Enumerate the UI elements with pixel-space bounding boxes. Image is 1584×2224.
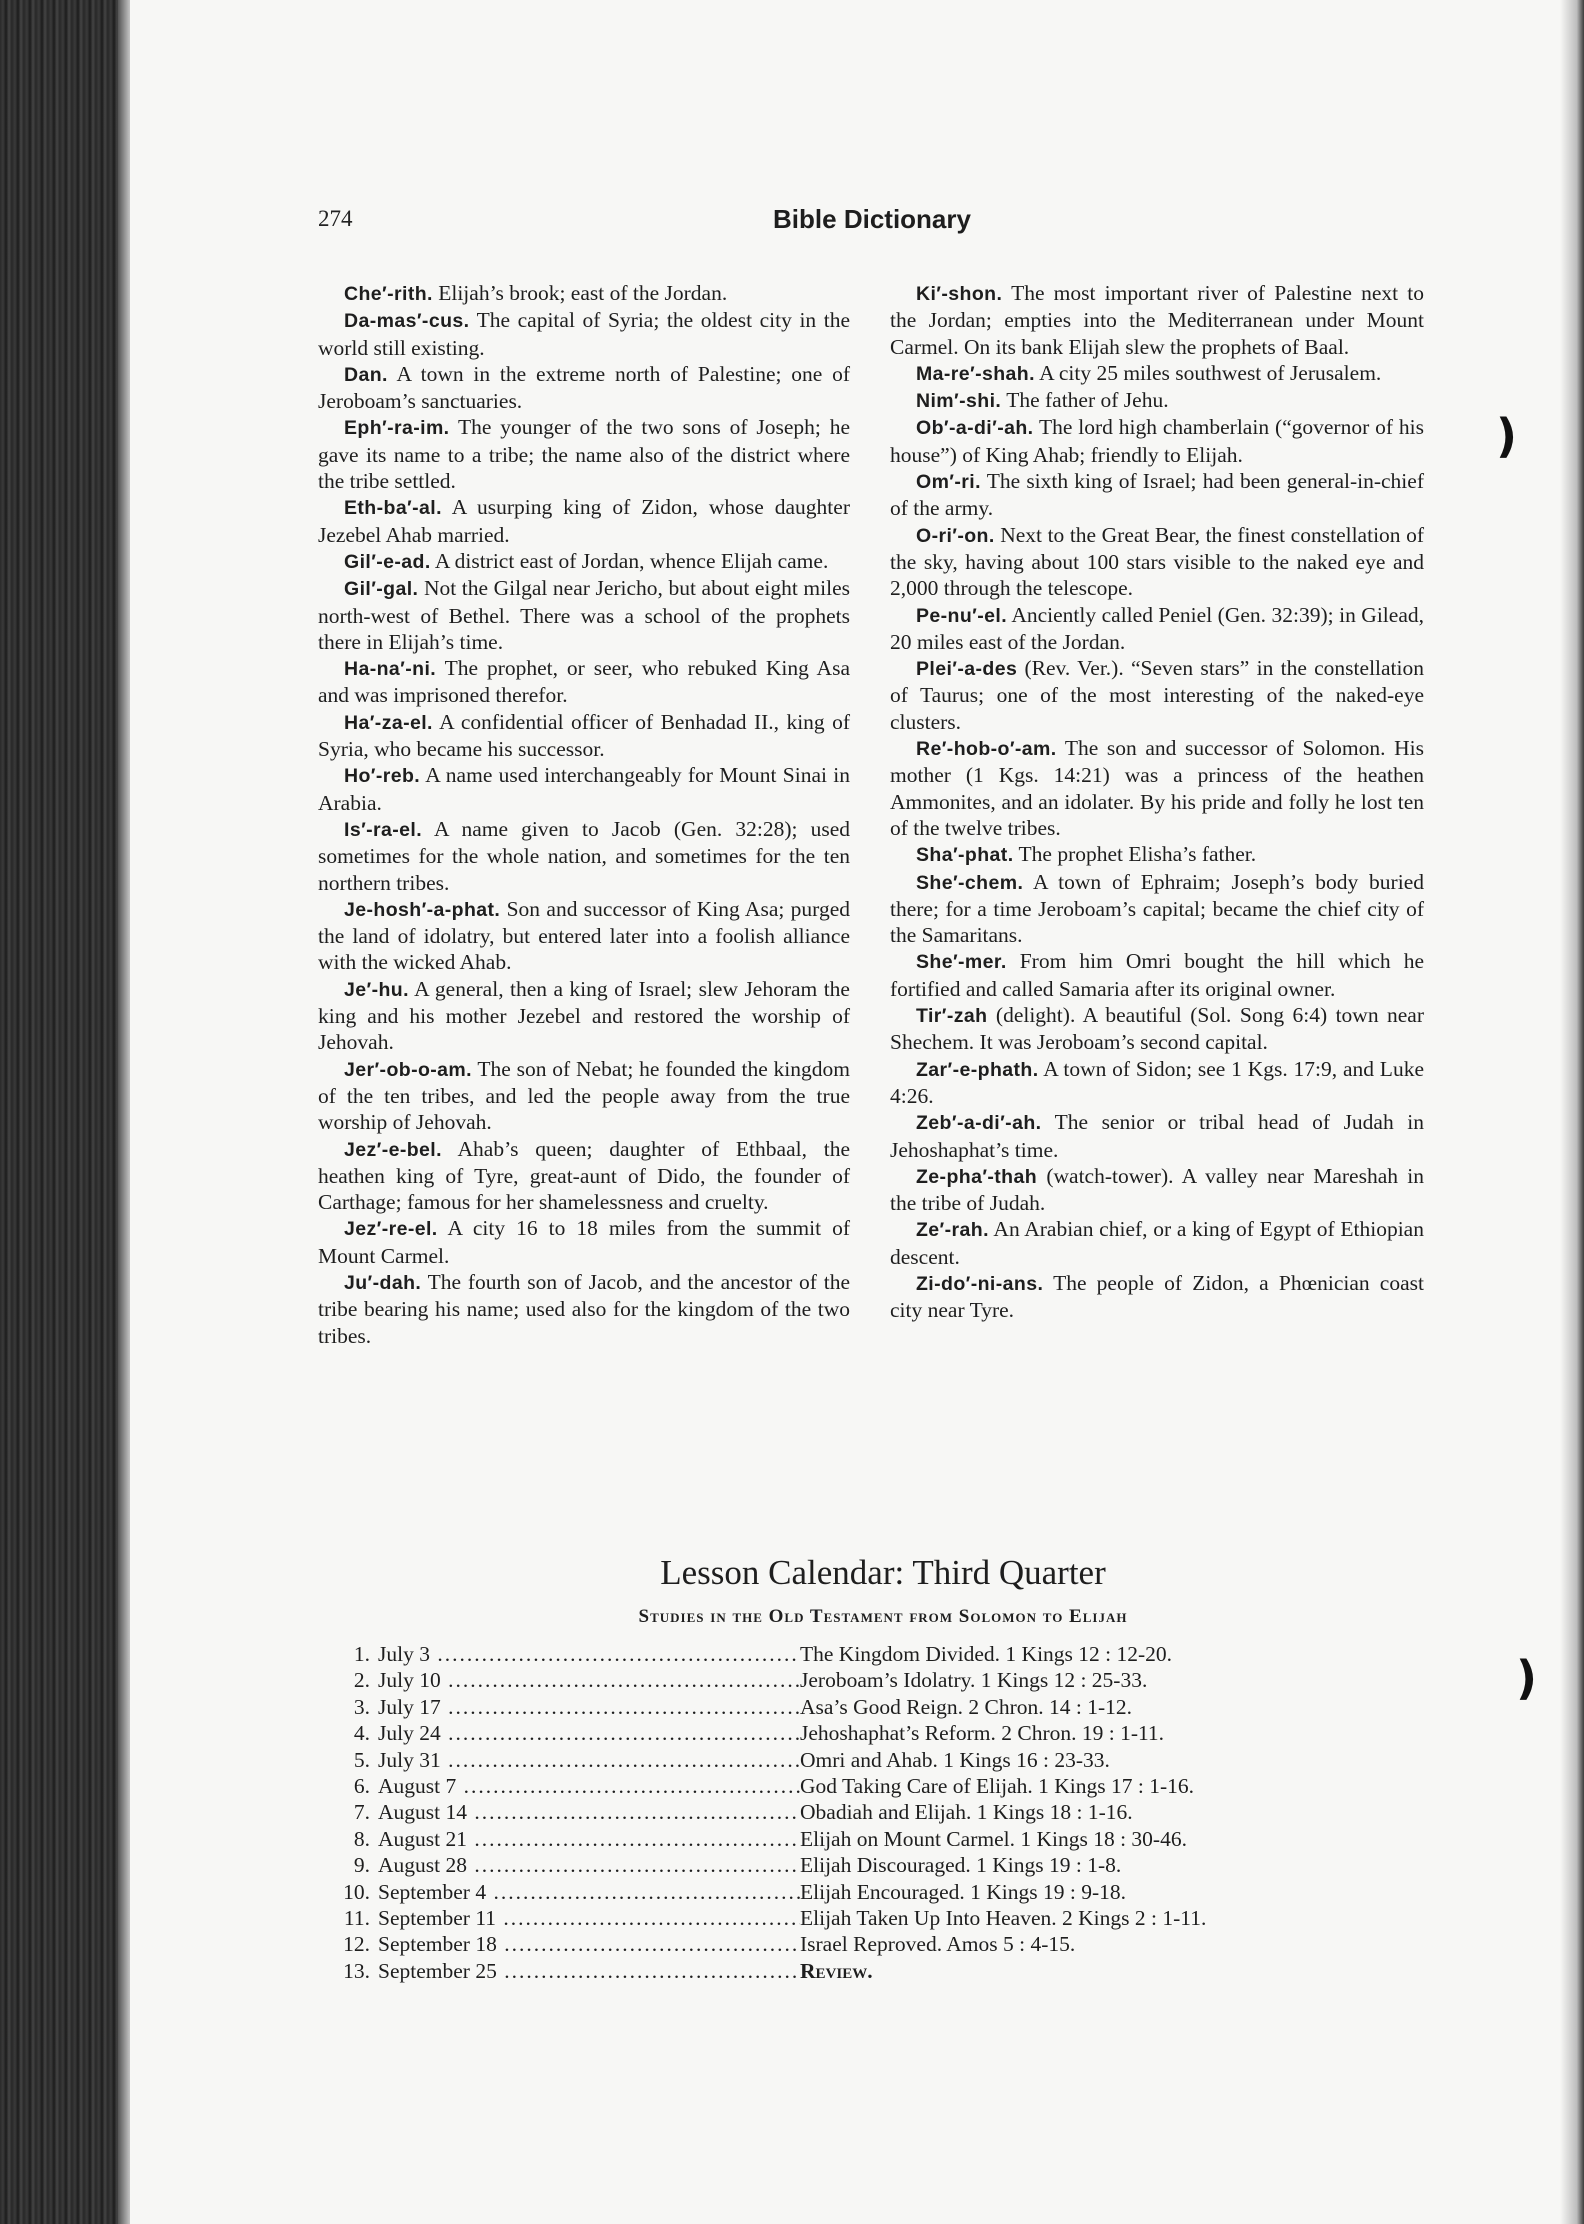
lesson-title: Israel Reproved. Amos 5 : 4-15. <box>800 1932 1076 1957</box>
entry-headword: Zeb′-a-di′-ah. <box>916 1112 1042 1135</box>
entry-definition: From him Omri bought the hill which he fortified and called Samaria after its original owner. <box>890 949 1425 1001</box>
entry-definition: The prophet, or seer, who rebuked King Asa and was imprisoned therefor. <box>318 656 850 708</box>
lesson-number: 11. <box>343 1906 370 1931</box>
lesson-number: 12. <box>343 1932 370 1957</box>
lesson-number: 1. <box>353 1642 370 1666</box>
entry-headword: Ho′-reb. <box>344 765 421 788</box>
entry-headword: Je′-hu. <box>344 978 409 1001</box>
entry-headword: Eph′-ra-im. <box>344 417 450 440</box>
running-title: Bible Dictionary <box>773 204 971 234</box>
dictionary-entry <box>890 1002 1424 1056</box>
entry-definition: The younger of the two sons of Joseph; he gave its name to a tribe; the name also of the district where the tribe settled. <box>318 415 850 494</box>
dictionary-entry <box>318 1136 850 1216</box>
entry-headword: Tir′-zah <box>916 1005 988 1028</box>
entry-headword: Gil′-gal. <box>344 578 419 601</box>
dictionary-entry <box>890 1270 1424 1324</box>
calendar-title: Lesson Calendar: Third Quarter <box>660 1553 1106 1592</box>
entry-definition: A city 25 miles southwest of Jerusalem. <box>1039 360 1382 385</box>
entry-definition: Elijah’s brook; east of the Jordan. <box>438 281 728 305</box>
calendar-row <box>318 1826 1448 1852</box>
entry-headword: Ha-na′-ni. <box>344 658 437 681</box>
lesson-title: Elijah on Mount Carmel. 1 Kings 18 : 30-46. <box>800 1826 1187 1851</box>
dictionary-entry <box>890 841 1424 868</box>
dictionary-entry <box>318 976 850 1056</box>
entry-headword: Zi-do′-ni-ans. <box>916 1272 1044 1295</box>
dictionary-column-right <box>890 280 1424 1324</box>
dictionary-entry <box>318 655 850 709</box>
lesson-title: Asa’s Good Reign. 2 Chron. 14 : 1-12. <box>800 1694 1133 1719</box>
entry-definition: A name used interchangeably for Mount Sinai in Arabia. <box>318 763 850 815</box>
dictionary-entry <box>318 1215 850 1269</box>
dictionary-entry <box>890 735 1424 841</box>
calendar-row <box>318 1720 1448 1746</box>
entry-definition: (delight). A beautiful (Sol. Song 6:4) town near Shechem. It was Jeroboam’s second capital. <box>890 1003 1425 1055</box>
lesson-date: August 14 ..... <box>378 1799 800 1825</box>
entry-headword: Is′-ra-el. <box>344 818 423 841</box>
entry-headword: Gil′-e-ad. <box>344 550 431 573</box>
dictionary-entry <box>318 816 850 896</box>
calendar-row <box>318 1905 1448 1931</box>
entry-definition: The fourth son of Jacob, and the ancestor of the tribe bearing his name; used also for the kingdom of the two tribes. <box>318 1269 850 1348</box>
entry-definition: A town in the extreme north of Palestine; one of Jeroboam’s sanctuaries. <box>318 361 850 414</box>
entry-definition: The son and successor of Solomon. His mother (1 Kgs. 14:21) was a princess of the heathen Ammonites, and an idolater. By his pride and folly he lost ten of the twelve tribes. <box>890 736 1424 840</box>
lesson-date: July 17 ..... <box>378 1694 800 1720</box>
entry-headword: Ze-pha′-thah <box>916 1165 1038 1188</box>
entry-headword: Jez′-e-bel. <box>344 1138 442 1161</box>
calendar-row <box>318 1931 1448 1957</box>
entry-headword: She′-chem. <box>916 871 1024 894</box>
entry-headword: Jez′-re-el. <box>344 1218 438 1241</box>
entry-definition: A general, then a king of Israel; slew Jehoram the king and his mother Jezebel and restored the worship of Jehovah. <box>318 976 850 1055</box>
entry-headword: Jer′-ob-o-am. <box>344 1058 472 1081</box>
lesson-date: July 3 ..... <box>378 1641 800 1667</box>
lesson-number: 10. <box>343 1879 370 1904</box>
dictionary-entry <box>890 1163 1424 1217</box>
entry-headword: Plei′-a-des <box>916 658 1018 681</box>
page-number: 274 <box>318 206 353 231</box>
entry-headword: Je-hosh′-a-phat. <box>344 898 501 921</box>
dictionary-entry <box>890 1216 1424 1270</box>
lesson-title: The Kingdom Divided. 1 Kings 12 : 12-20. <box>800 1642 1173 1666</box>
entry-headword: Ju′-dah. <box>344 1271 422 1294</box>
lesson-title: Obadiah and Elijah. 1 Kings 18 : 1-16. <box>800 1800 1133 1825</box>
entry-definition: A usurping king of Zidon, whose daughter Jezebel Ahab married. <box>318 495 850 547</box>
calendar-subtitle: Studies in the Old Testament from Solomon to Elijah <box>638 1606 1128 1627</box>
entry-definition: Not the Gilgal near Jericho, but about eight miles north-west of Bethel. There was a school of the prophets there in Elijah’s time. <box>318 576 851 654</box>
calendar-row <box>318 1852 1448 1878</box>
dictionary-entry <box>318 494 850 548</box>
lesson-title: Elijah Encouraged. 1 Kings 19 : 9-18. <box>800 1879 1127 1904</box>
dictionary-entry <box>890 280 1424 360</box>
binder-clip-mark-lower: ) <box>1516 1651 1538 1705</box>
lesson-number: 3. <box>353 1694 370 1719</box>
calendar-row <box>318 1694 1448 1720</box>
dictionary-entry <box>318 896 850 976</box>
lesson-number: 9. <box>353 1853 370 1878</box>
entry-definition: A name given to Jacob (Gen. 32:28); used sometimes for the whole nation, and sometimes for the ten northern tribes. <box>318 816 850 895</box>
lesson-date: September 11 ..... <box>378 1905 800 1931</box>
lesson-date: July 31 ..... <box>378 1747 800 1773</box>
entry-headword: Ki′-shon. <box>916 283 1003 305</box>
entry-definition: A district east of Jordan, whence Elijah came. <box>434 548 829 573</box>
dictionary-entry <box>318 414 850 494</box>
entry-definition: The son of Nebat; he founded the kingdom of the ten tribes, and led the people away from the true worship of Jehovah. <box>318 1056 850 1135</box>
dictionary-entry <box>318 307 850 361</box>
lesson-number: 4. <box>353 1721 370 1746</box>
lesson-date: August 7 ..... <box>378 1773 800 1799</box>
entry-definition: The senior or tribal head of Judah in Jehoshaphat’s time. <box>890 1110 1424 1162</box>
calendar-row <box>318 1747 1448 1773</box>
entry-definition: A town of Ephraim; Joseph’s body buried there; for a time Jeroboam’s capital; became the chief city of the Samaritans. <box>890 869 1424 948</box>
dictionary-entry <box>890 1109 1424 1163</box>
entry-definition: The capital of Syria; the oldest city in the world still existing. <box>318 308 850 360</box>
calendar-row <box>318 1773 1448 1799</box>
lesson-calendar-list <box>318 1641 1448 1984</box>
book-spine-edge <box>0 0 130 2224</box>
lesson-title: God Taking Care of Elijah. 1 Kings 17 : 1-16. <box>800 1774 1195 1799</box>
dictionary-entry <box>318 1269 850 1349</box>
entry-definition: Anciently called Peniel (Gen. 32:39); in Gilead, 20 miles east of the Jordan. <box>890 602 1424 654</box>
entry-headword: Ha′-za-el. <box>344 711 433 734</box>
dictionary-entry <box>890 468 1424 522</box>
lesson-date: September 18 ..... <box>378 1931 800 1957</box>
entry-definition: The people of Zidon, a Phœnician coast city near Tyre. <box>890 1270 1424 1323</box>
dictionary-entry <box>890 360 1424 387</box>
dictionary-entry <box>890 869 1424 949</box>
dictionary-entry <box>318 361 850 415</box>
dictionary-entry <box>318 709 850 763</box>
entry-definition: Son and successor of King Asa; purged the land of idolatry, but entered later into a foolish alliance with the wicked Ahab. <box>318 896 850 975</box>
page-right-shadow <box>1560 0 1584 2224</box>
dictionary-column-left <box>318 280 850 1349</box>
dictionary-entry <box>318 280 850 307</box>
lesson-date: July 10 ..... <box>378 1667 800 1693</box>
lesson-number: 8. <box>353 1826 370 1851</box>
dictionary-entry <box>318 548 850 575</box>
lesson-number: 13. <box>343 1958 370 1983</box>
entry-definition: A town of Sidon; see 1 Kgs. 17:9, and Luke 4:26. <box>890 1056 1424 1108</box>
entry-definition: The father of Jehu. <box>1006 388 1169 413</box>
lesson-title: Review. <box>800 1958 873 1983</box>
entry-headword: Re′-hob-o′-am. <box>916 738 1057 761</box>
entry-headword: Dan. <box>344 363 388 386</box>
calendar-row <box>318 1667 1448 1693</box>
lesson-date: September 4 ..... <box>378 1879 800 1905</box>
entry-headword: She′-mer. <box>916 951 1007 974</box>
entry-definition: (Rev. Ver.). “Seven stars” in the constellation of Taurus; one of the most interesting of the naked-eye clusters. <box>890 656 1425 734</box>
entry-headword: Nim′-shi. <box>916 390 1002 413</box>
lesson-title: Jeroboam’s Idolatry. 1 Kings 12 : 25-33. <box>800 1668 1148 1693</box>
entry-headword: Sha′-phat. <box>916 844 1014 867</box>
entry-definition: (watch-tower). A valley near Mareshah in the tribe of Judah. <box>890 1163 1425 1216</box>
lesson-number: 6. <box>353 1774 370 1799</box>
entry-headword: Eth-ba′-al. <box>344 497 442 520</box>
entry-headword: Om′-ri. <box>916 471 981 494</box>
entry-headword: Zar′-e-phath. <box>916 1058 1039 1081</box>
calendar-row <box>318 1799 1448 1825</box>
dictionary-entry <box>890 602 1424 656</box>
entry-headword: Ob′-a-di′-ah. <box>916 417 1034 440</box>
entry-definition: Next to the Great Bear, the finest constellation of the sky, having about 100 stars visible to the naked eye and 2,000 through the telescope. <box>890 522 1424 601</box>
entry-definition: A confidential officer of Benhadad II., king of Syria, who became his successor. <box>318 709 850 762</box>
dictionary-entry <box>318 762 850 816</box>
dictionary-entry <box>890 655 1424 735</box>
lesson-date: July 24 ..... <box>378 1720 800 1746</box>
dictionary-entry <box>890 414 1424 468</box>
lesson-title: Elijah Discouraged. 1 Kings 19 : 1-8. <box>800 1853 1122 1878</box>
entry-definition: The lord high chamberlain (“governor of his house”) of King Ahab; friendly to Elijah. <box>890 415 1424 467</box>
lesson-title: Elijah Taken Up Into Heaven. 2 Kings 2 : 1-11. <box>800 1906 1207 1931</box>
lesson-title: Jehoshaphat’s Reform. 2 Chron. 19 : 1-11. <box>800 1721 1165 1746</box>
lesson-date: August 28 ..... <box>378 1852 800 1878</box>
entry-headword: Da-mas′-cus. <box>344 310 470 333</box>
entry-headword: Ze′-rah. <box>916 1219 989 1242</box>
entry-definition: An Arabian chief, or a king of Egypt of Ethiopian descent. <box>890 1217 1424 1269</box>
lesson-number: 5. <box>353 1747 370 1772</box>
entry-definition: The most important river of Palestine next to the Jordan; empties into the Mediterranean under Mount Carmel. On its bank Elijah slew the prophets of Baal. <box>890 281 1424 359</box>
entry-headword: Pe-nu′-el. <box>916 604 1008 627</box>
entry-headword: O-ri′-on. <box>916 524 995 547</box>
entry-definition: A city 16 to 18 miles from the summit of Mount Carmel. <box>318 1216 850 1268</box>
lesson-date: August 21 ..... <box>378 1826 800 1852</box>
dictionary-entry <box>890 387 1424 414</box>
entry-headword: Che′-rith. <box>344 283 433 305</box>
dictionary-entry <box>890 1056 1424 1110</box>
calendar-row <box>318 1958 1448 1984</box>
calendar-row <box>318 1641 1448 1667</box>
lesson-number: 7. <box>353 1800 370 1825</box>
binder-clip-mark-upper: ) <box>1496 409 1518 463</box>
entry-headword: Ma-re′-shah. <box>916 362 1035 385</box>
lesson-number: 2. <box>353 1668 370 1693</box>
lesson-date: September 25 ..... <box>378 1958 800 1984</box>
dictionary-entry <box>318 1056 850 1136</box>
dictionary-entry <box>318 575 850 655</box>
entry-definition: The sixth king of Israel; had been general-in-chief of the army. <box>890 469 1424 521</box>
dictionary-entry <box>890 948 1424 1002</box>
lesson-title: Omri and Ahab. 1 Kings 16 : 23-33. <box>800 1747 1110 1772</box>
page-header <box>318 206 1426 242</box>
dictionary-entry <box>890 522 1424 602</box>
entry-definition: The prophet Elisha’s father. <box>1018 842 1257 867</box>
entry-definition: Ahab’s queen; daughter of Ethbaal, the heathen king of Tyre, great-aunt of Dido, the founder of Carthage; famous for her shamelessness and cruelty. <box>318 1136 850 1215</box>
calendar-row <box>318 1879 1448 1905</box>
